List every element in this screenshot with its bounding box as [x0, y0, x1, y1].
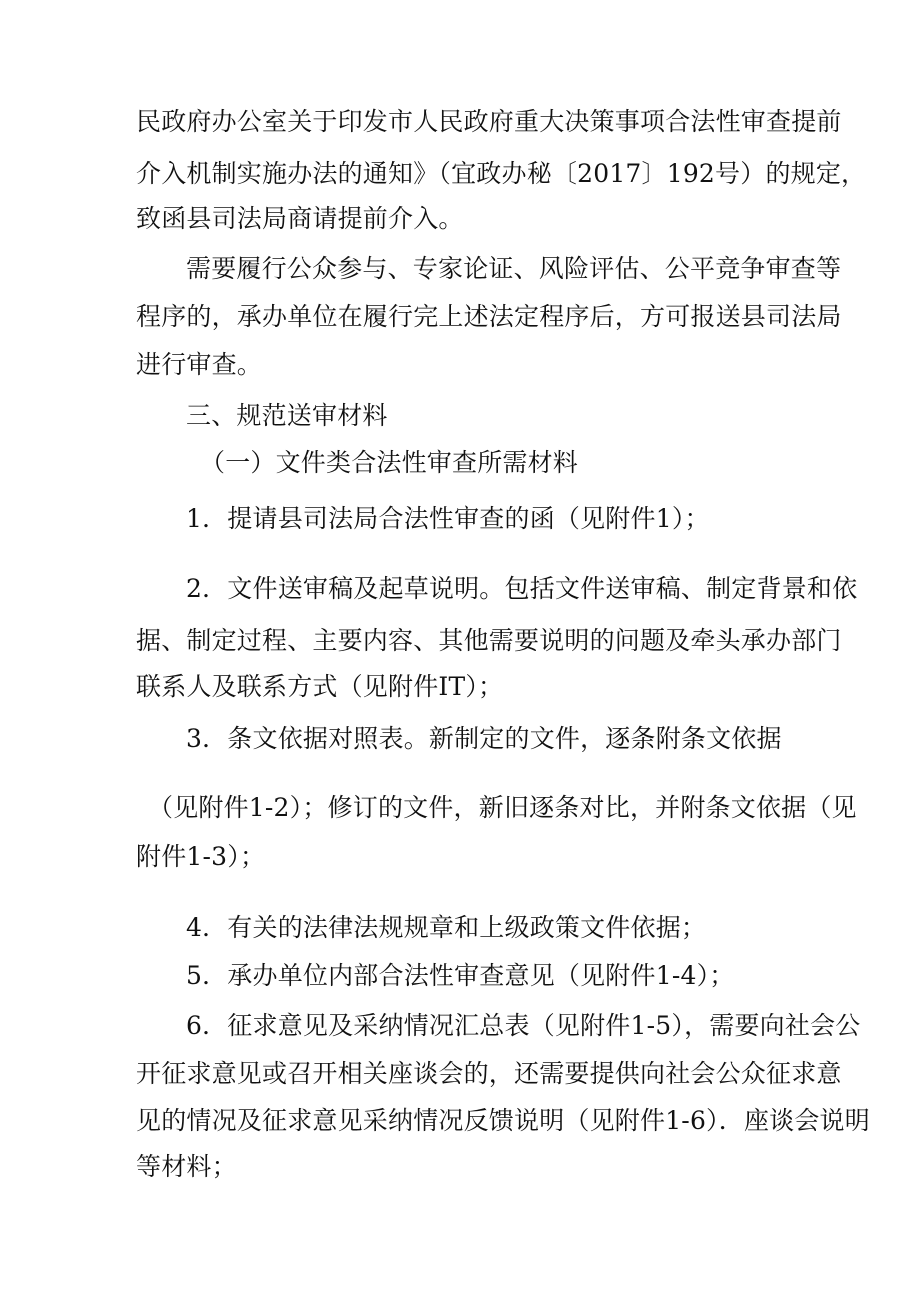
text-line: （见附件1-2）；修订的文件，新旧逐条对比，并附条文依据（见: [148, 793, 857, 822]
section-heading: 三、规范送审材料: [186, 401, 388, 430]
text-line: 据、制定过程、主要内容、其他需要说明的问题及牵头承办部门: [136, 626, 842, 655]
text-line: 致函县司法局商请提前介入。: [136, 204, 464, 233]
subsection-heading: （一）文件类合法性审查所需材料: [200, 448, 579, 477]
text-line: 需要履行公众参与、专家论证、风险评估、公平竞争审查等: [186, 254, 842, 283]
text-line: 开征求意见或召开相关座谈会的，还需要提供向社会公众征求意: [136, 1059, 842, 1088]
list-item: 2．文件送审稿及起草说明。包括文件送审稿、制定背景和依: [186, 574, 858, 603]
list-item: 5．承办单位内部合法性审查意见（见附件1-4）；: [186, 961, 735, 990]
text-line: 进行审查。: [136, 350, 263, 379]
text-line: 等材料；: [136, 1152, 237, 1181]
text-line: 程序的，承办单位在履行完上述法定程序后，方可报送县司法局: [136, 302, 842, 331]
list-item: 1．提请县司法局合法性审查的函（见附件1）；: [186, 504, 710, 533]
list-item: 4．有关的法律法规规章和上级政策文件依据；: [186, 913, 707, 942]
text-line: 民政府办公室关于印发市人民政府重大决策事项合法性审查提前: [136, 107, 842, 136]
text-line: 见的情况及征求意见采纳情况反馈说明（见附件1-6）．座谈会说明: [136, 1106, 870, 1135]
text-line: 介入机制实施办法的通知》（宜政办秘〔2017〕192号）的规定，: [136, 159, 867, 188]
list-item: 3．条文依据对照表。新制定的文件，逐条附条文依据: [186, 724, 782, 753]
text-line: 联系人及联系方式（见附件IT）；: [136, 672, 504, 701]
list-item: 6．征求意见及采纳情况汇总表（见附件1-5），需要向社会公: [186, 1011, 861, 1040]
text-line: 附件1-3）；: [136, 842, 266, 871]
